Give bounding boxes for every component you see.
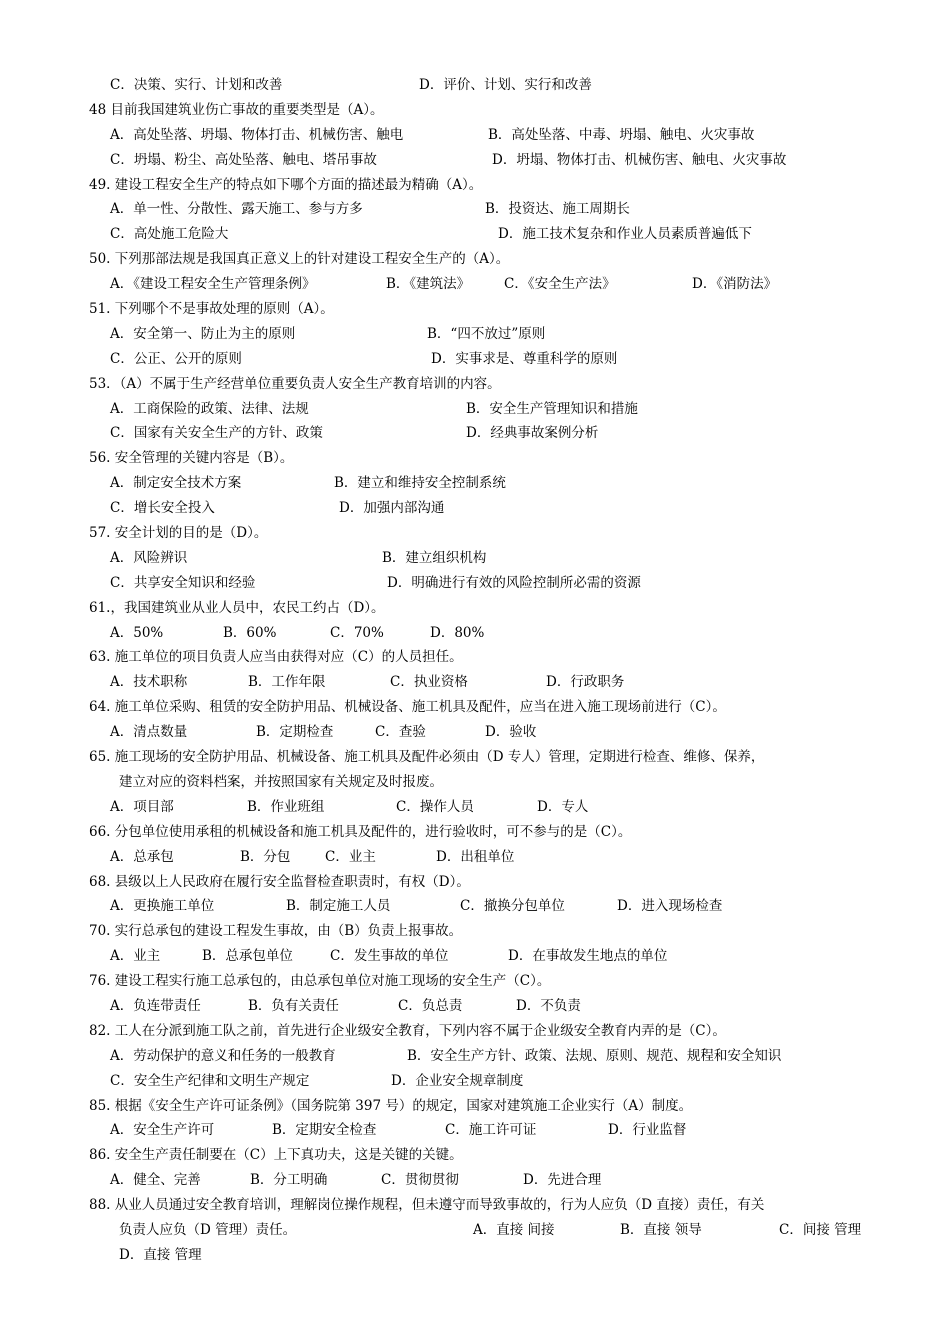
option-text: C．国家有关安全生产的方针、政策 xyxy=(110,425,323,442)
line-text: C．间接 管理 xyxy=(779,1221,862,1238)
line-text: 68. 县级以上人民政府在履行安全监督检查职责时，有权（D）。 xyxy=(89,873,470,890)
option-text: A．安全第一、防止为主的原则 xyxy=(110,325,296,342)
question-line xyxy=(89,695,950,720)
question-line xyxy=(89,521,950,546)
option-text: B．负有关责任 xyxy=(248,997,339,1014)
question-line xyxy=(89,919,950,944)
option-text: C．撤换分包单位 xyxy=(460,898,565,915)
options-line xyxy=(110,421,950,446)
option-text: C．坍塌、粉尘、高处坠落、触电、塔吊事故 xyxy=(110,151,377,168)
options-line xyxy=(110,845,950,870)
line-text: 49. 建设工程安全生产的特点如下哪个方面的描述最为精确（A）。 xyxy=(89,176,483,193)
option-text: A．健全、完善 xyxy=(110,1172,201,1189)
question-line xyxy=(89,820,950,845)
option-text: B．建立组织机构 xyxy=(382,549,487,566)
option-text: D．行政职务 xyxy=(546,674,625,691)
line-text: 53．（A）不属于生产经营单位重要负责人安全生产教育培训的内容。 xyxy=(89,375,501,392)
option-text: B．安全生产管理知识和措施 xyxy=(466,400,638,417)
continuation-line xyxy=(119,1243,950,1268)
option-text: D．验收 xyxy=(485,724,537,741)
option-text: A．更换施工单位 xyxy=(110,898,215,915)
question-line xyxy=(89,446,950,471)
options-line xyxy=(110,670,950,695)
option-text: B．总承包单位 xyxy=(202,948,293,965)
option-text: C．贯彻贯彻 xyxy=(381,1172,459,1189)
option-text: A．50% xyxy=(110,624,164,641)
options-line xyxy=(110,471,950,496)
option-text: A．高处坠落、坍塌、物体打击、机械伤害、触电 xyxy=(110,126,404,143)
option-text: C．共享安全知识和经验 xyxy=(110,574,256,591)
option-text: B．建立和维持安全控制系统 xyxy=(334,475,506,492)
option-text: C．发生事故的单位 xyxy=(330,948,449,965)
line-text: 56. 安全管理的关键内容是（B）。 xyxy=(89,450,294,467)
option-text: C．公正、公开的原则 xyxy=(110,350,242,367)
options-line xyxy=(110,197,950,222)
option-text: C．执业资格 xyxy=(390,674,468,691)
options-line xyxy=(110,1044,950,1069)
option-text: B．制定施工人员 xyxy=(286,898,391,915)
option-text: A．《建设工程安全生产管理条例》 xyxy=(110,276,316,293)
options-line xyxy=(110,1168,950,1193)
option-text: D．施工技术复杂和作业人员素质普遍低下 xyxy=(498,226,752,243)
line-text: 88. 从业人员通过安全教育培训，理解岗位操作规程，但未遵守而导致事故的，行为人应负（D 直接）责任，有关 xyxy=(89,1197,765,1214)
options-line xyxy=(110,123,950,148)
option-text: D．不负责 xyxy=(516,997,581,1014)
options-line xyxy=(110,944,950,969)
options-line xyxy=(110,994,950,1019)
options-line xyxy=(110,795,950,820)
option-text: D．先进合理 xyxy=(523,1172,602,1189)
option-text: C．安全生产纪律和文明生产规定 xyxy=(110,1072,310,1089)
question-line xyxy=(89,173,950,198)
question-line xyxy=(89,247,950,272)
question-line xyxy=(89,98,950,123)
option-text: D．实事求是、尊重科学的原则 xyxy=(431,350,618,367)
option-text: C．查验 xyxy=(375,724,426,741)
line-text: 86. 安全生产责任制要在（C）上下真功夫，这是关键的关键。 xyxy=(89,1147,463,1164)
option-text: B．高处坠落、中毒、坍塌、触电、火灾事故 xyxy=(488,126,755,143)
line-text: 负责人应负（D 管理）责任。 xyxy=(119,1221,297,1238)
option-text: D．行业监督 xyxy=(608,1122,687,1139)
option-text: B．工作年限 xyxy=(248,674,326,691)
line-text: 64. 施工单位采购、租赁的安全防护用品、机械设备、施工机具及配件，应当在进入施工现场前进行（C）。 xyxy=(89,699,726,716)
option-text: A．安全生产许可 xyxy=(110,1122,215,1139)
option-text: C．业主 xyxy=(325,848,376,865)
option-text: C．施工许可证 xyxy=(445,1122,537,1139)
option-text: C．决策、实行、计划和改善 xyxy=(110,77,283,93)
options-line xyxy=(110,347,950,372)
option-text: D．专人 xyxy=(537,798,589,815)
options-line xyxy=(110,894,950,919)
line-text: 70. 实行总承包的建设工程发生事故，由（B）负责上报事故。 xyxy=(89,923,463,940)
option-text: A．风险辨识 xyxy=(110,549,188,566)
option-text: D．出租单位 xyxy=(436,848,515,865)
question-line xyxy=(89,297,950,322)
option-text: D．明确进行有效的风险控制所必需的资源 xyxy=(387,574,641,591)
question-line xyxy=(89,372,950,397)
option-text: B．“四不放过”原则 xyxy=(427,325,546,342)
question-line xyxy=(89,645,950,670)
options-line xyxy=(110,546,950,571)
option-text: D．经典事故案例分析 xyxy=(466,425,599,442)
option-text: A．劳动保护的意义和任务的一般教育 xyxy=(110,1047,336,1064)
options-line xyxy=(110,73,950,98)
line-text: 51. 下列哪个不是事故处理的原则（A）。 xyxy=(89,301,334,318)
option-text: A．业主 xyxy=(110,948,161,965)
option-text: C．增长安全投入 xyxy=(110,500,215,517)
option-text: D．80% xyxy=(430,624,485,641)
option-text: B．60% xyxy=(223,624,277,641)
line-text: 57. 安全计划的目的是（D）。 xyxy=(89,525,268,542)
option-text: A．单一性、分散性、露天施工、参与方多 xyxy=(110,201,363,218)
options-line xyxy=(110,272,950,297)
option-text: D．坍塌、物体打击、机械伤害、触电、火灾事故 xyxy=(492,151,787,168)
question-line xyxy=(89,969,950,994)
option-text: A．制定安全技术方案 xyxy=(110,475,242,492)
options-line xyxy=(110,222,950,247)
line-text: 61.，我国建筑业从业人员中，农民工约占（D）。 xyxy=(89,599,385,616)
option-text: B．安全生产方针、政策、法规、原则、规范、规程和安全知识 xyxy=(407,1047,782,1064)
line-text: B．直接 领导 xyxy=(620,1221,702,1238)
options-line xyxy=(110,148,950,173)
option-text: A．清点数量 xyxy=(110,724,188,741)
option-text: A．项目部 xyxy=(110,798,174,815)
line-text: 50. 下列那部法规是我国真正意义上的针对建设工程安全生产的（A）。 xyxy=(89,251,510,268)
question-line xyxy=(89,870,950,895)
option-text: D．进入现场检查 xyxy=(617,898,723,915)
option-text: C．《安全生产法》 xyxy=(504,276,616,293)
question-line xyxy=(89,596,950,621)
line-text: A．直接 间接 xyxy=(473,1221,555,1238)
option-text: B．投资达、施工周期长 xyxy=(485,201,630,218)
option-text: D．企业安全规章制度 xyxy=(391,1072,524,1089)
line-text: 66. 分包单位使用承租的机械设备和施工机具及配件的，进行验收时，可不参与的是（C）。 xyxy=(89,823,632,840)
option-text: C．负总责 xyxy=(398,997,463,1014)
option-text: C．操作人员 xyxy=(396,798,474,815)
option-text: D．《消防法》 xyxy=(692,276,778,293)
option-text: B．分工明确 xyxy=(250,1172,328,1189)
line-text: 建立对应的资料档案，并按照国家有关规定及时报废。 xyxy=(119,773,443,790)
options-line xyxy=(110,720,950,745)
option-text: B．分包 xyxy=(240,848,291,865)
option-text: C．70% xyxy=(330,624,384,641)
option-text: C．高处施工危险大 xyxy=(110,226,229,243)
options-line xyxy=(110,1069,950,1094)
options-line xyxy=(110,621,950,646)
options-line xyxy=(110,1118,950,1143)
option-text: D．加强内部沟通 xyxy=(339,500,445,517)
line-text: 48 目前我国建筑业伤亡事故的重要类型是（A）。 xyxy=(89,101,384,118)
continuation-line xyxy=(119,770,950,795)
question-line xyxy=(89,1193,950,1218)
option-text: D．评价、计划、实行和改善 xyxy=(419,77,592,93)
line-text: 85. 根据《安全生产许可证条例》（国务院第 397 号）的规定，国家对建筑施工企业实行（A）制度。 xyxy=(89,1097,693,1114)
option-text: D．在事故发生地点的单位 xyxy=(508,948,668,965)
line-text: 65. 施工现场的安全防护用品、机械设备、施工机具及配件必须由（D 专人）管理，定期进行检查、维修、保养， xyxy=(89,749,765,766)
question-line xyxy=(89,1143,950,1168)
question-line xyxy=(89,1094,950,1119)
line-text: D．直接 管理 xyxy=(119,1246,202,1263)
line-text: 76. 建设工程实行施工总承包的，由总承包单位对施工现场的安全生产（C）。 xyxy=(89,973,551,990)
options-line xyxy=(110,496,950,521)
options-line xyxy=(110,571,950,596)
option-text: A．总承包 xyxy=(110,848,174,865)
option-text: A．工商保险的政策、法律、法规 xyxy=(110,400,309,417)
options-line xyxy=(110,322,950,347)
option-text: B．作业班组 xyxy=(247,798,325,815)
option-text: B．定期安全检查 xyxy=(272,1122,377,1139)
option-text: B．定期检查 xyxy=(256,724,334,741)
line-text: 82. 工人在分派到施工队之前，首先进行企业级安全教育，下列内容不属于企业级安全教育内弄的是（C）。 xyxy=(89,1022,726,1039)
continuation-line xyxy=(119,1218,950,1243)
option-text: A．技术职称 xyxy=(110,674,188,691)
option-text: B．《建筑法》 xyxy=(386,276,471,293)
line-text: 63. 施工单位的项目负责人应当由获得对应（C）的人员担任。 xyxy=(89,649,463,666)
question-line xyxy=(89,745,950,770)
question-line xyxy=(89,1019,950,1044)
options-line xyxy=(110,397,950,422)
option-text: A．负连带责任 xyxy=(110,997,201,1014)
